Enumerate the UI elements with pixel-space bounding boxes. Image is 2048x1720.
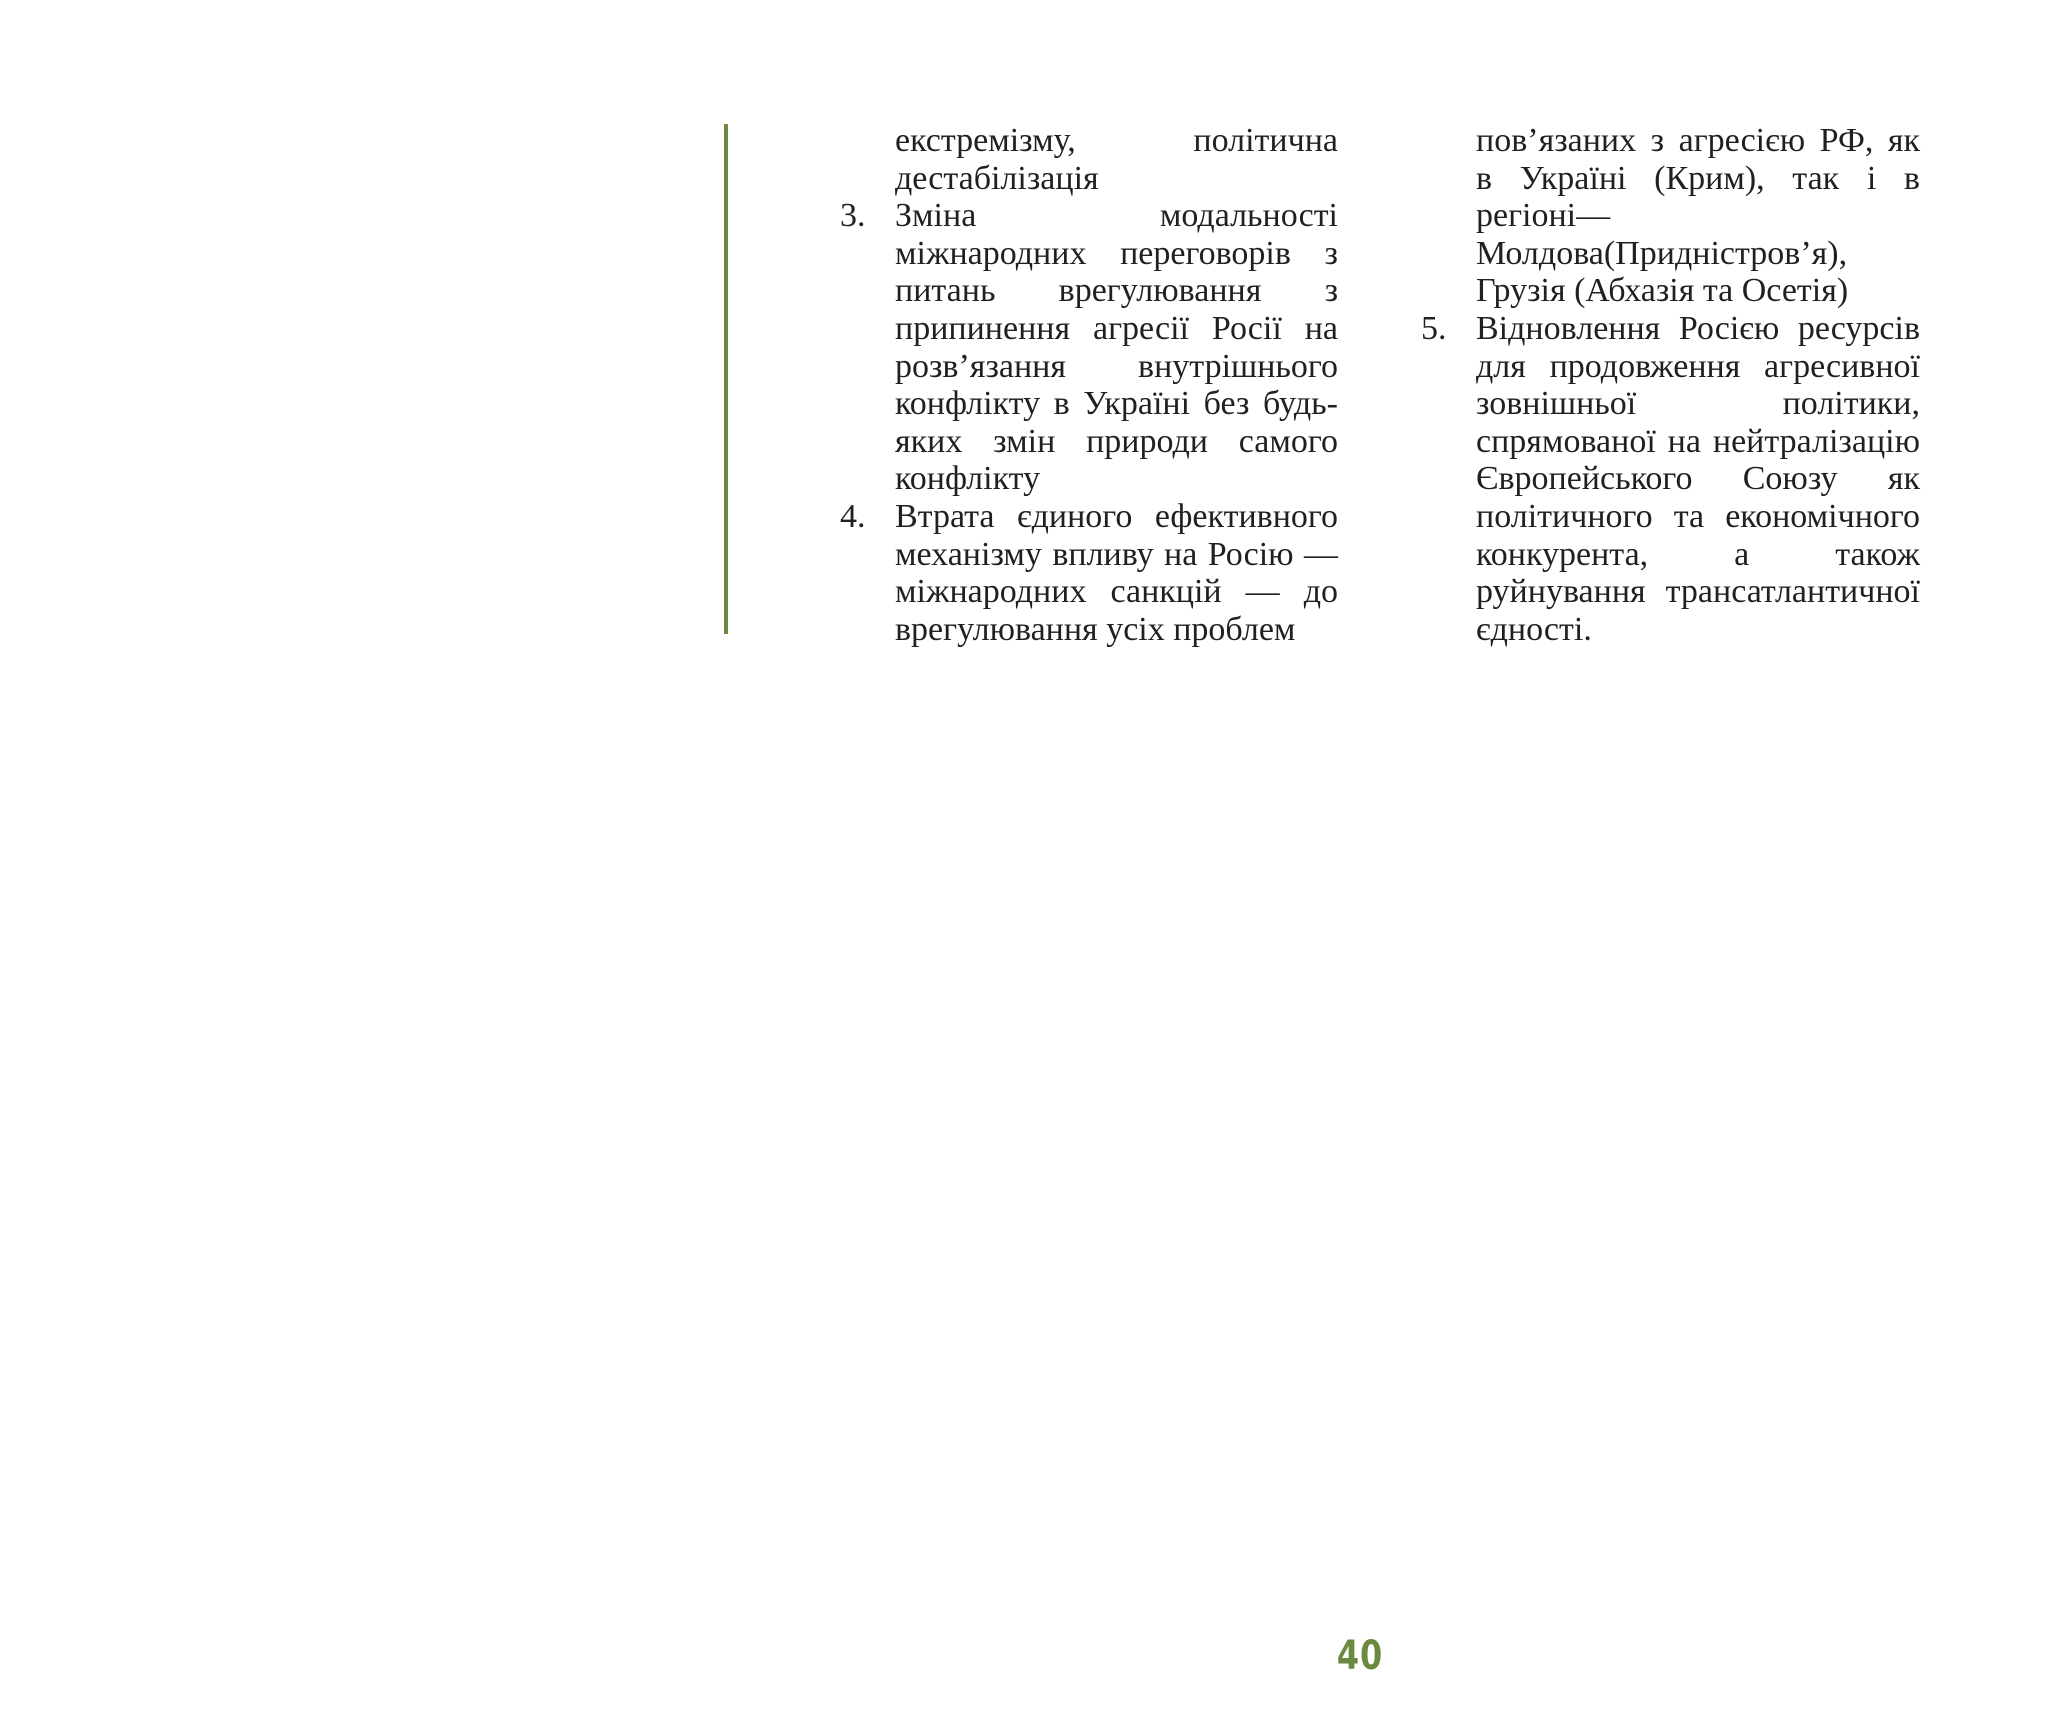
list-item (840, 497, 1338, 648)
left-column (840, 122, 1338, 648)
list-item (840, 197, 1338, 498)
list-item-number: 4. (840, 497, 866, 535)
list-item-text: Зміна модальності міжнародних переговорів з питань врегулювання з припинення агресії Росії на розв’язання внутрішнього конфлікту в Україні без будь-яких змін природи самого конфлікту (895, 197, 1338, 498)
right-column (1421, 122, 1920, 648)
list-item-text: Відновлення Росією ресурсів для продовження агресивної зовнішньої політики, спрямованої на нейтралізацію Європейського Союзу як політичного та економічного конкурента, а також руйнування трансатлантичної єдності. (1476, 309, 1920, 648)
continued-text: екстремізму, політична дестабілізація (895, 122, 1338, 197)
accent-rule (724, 124, 728, 634)
list-item-number: 3. (840, 197, 866, 235)
list-item (1421, 309, 1920, 648)
continued-text: пов’язаних з агресією РФ, як в Україні (Крим), так і в регіоні—Молдова(Придністров’я), Грузія (Абхазія та Осетія) (1476, 122, 1920, 310)
list-item-text: Втрата єдиного ефективного механізму впливу на Росію — міжнародних санкцій — до врегулювання усіх проблем (895, 497, 1338, 648)
list-item-number: 5. (1421, 309, 1447, 347)
page-number: 40 (1336, 1633, 1384, 1679)
